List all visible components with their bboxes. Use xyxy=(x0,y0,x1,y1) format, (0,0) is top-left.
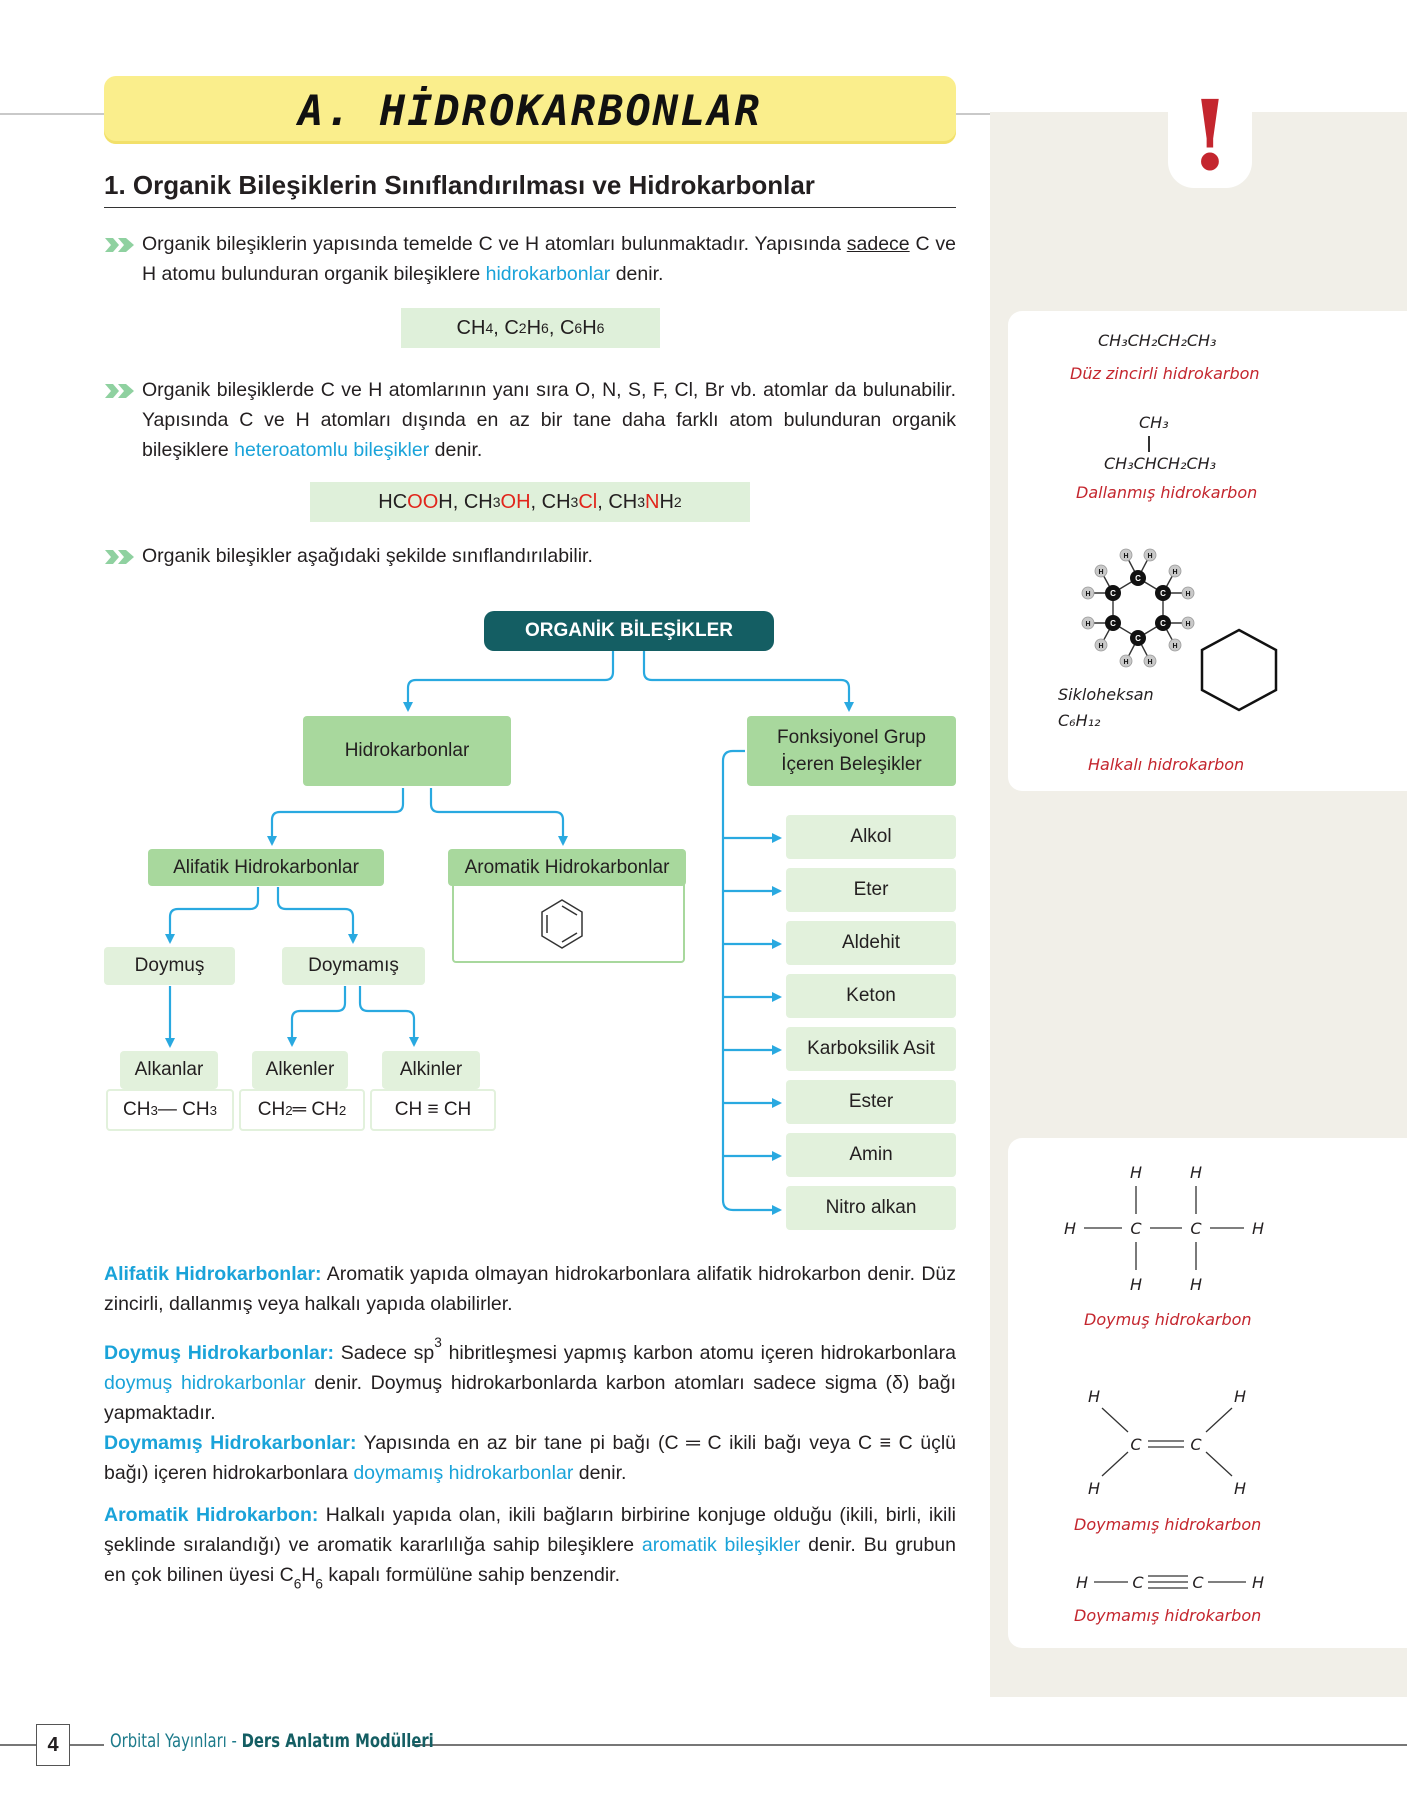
node-ketone: Keton xyxy=(786,974,956,1018)
svg-text:H: H xyxy=(1251,1573,1265,1592)
svg-text:C: C xyxy=(1130,1435,1142,1454)
footer-text xyxy=(110,1730,434,1752)
definition-saturated: Doymuş Hidrokarbonlar: Sadece $sp^3$ hibritleşmesi yapmış karbon atomu içeren hidrokarbonlara doymuş hidrokarbonlar denir. Doymuş hidrokarbonlarda karbon atomları sadece sigma (δ) bağı yapmaktadır. xyxy=(104,1335,956,1424)
node-functional-groups xyxy=(747,716,956,786)
node-nitroalkane: Nitro alkan xyxy=(786,1186,956,1230)
svg-text:C: C xyxy=(1135,634,1141,643)
paragraph-classification: Organik bileşikler aşağıdaki şekilde sınıflandırılabilir. xyxy=(142,545,593,567)
node-unsaturated: Doymamış xyxy=(282,947,425,985)
svg-text:H: H xyxy=(1147,553,1153,560)
definition-unsaturated: Doymamış Hidrokarbonlar: Yapısında en az bir tane pi bağı (C ═ C ikili bağı veya C ≡ C üçlü bağı) içeren hidrokarbonlara doymamış hidrokarbonlar denir. xyxy=(104,1432,956,1484)
svg-text:C: C xyxy=(1160,589,1166,598)
node-saturated: Doymuş xyxy=(104,947,235,985)
cyclohexane-name: Sikloheksan xyxy=(1058,685,1154,704)
svg-text:H: H xyxy=(1251,1219,1265,1238)
svg-text:H: H xyxy=(1172,569,1178,576)
svg-text:H: H xyxy=(1129,1163,1143,1182)
series-name: Ders Anlatım Modülleri xyxy=(241,1730,434,1752)
exclamation-icon: ! xyxy=(1188,79,1232,192)
term-hydrocarbons: hidrokarbonlar xyxy=(485,263,611,285)
node-ether: Eter xyxy=(786,868,956,912)
branched-formula: CH₃CHCH₂CH₃ xyxy=(1104,454,1217,473)
unsaturated-label-alkyne: Doymamış hidrokarbon xyxy=(1074,1606,1262,1625)
node-alkynes: Alkinler xyxy=(382,1051,480,1089)
branched-top: CH₃ xyxy=(1139,413,1169,432)
svg-text:H: H xyxy=(1172,643,1178,650)
term-heteroatom: heteroatomlu bileşikler xyxy=(234,439,430,461)
svg-text:H: H xyxy=(1123,659,1129,666)
svg-text:C: C xyxy=(1110,619,1116,628)
cyclic-label: Halkalı hidrokarbon xyxy=(1088,755,1245,774)
node-aldehyde: Aldehit xyxy=(786,921,956,965)
formula-ethane: CH 3 — CH 3 xyxy=(106,1089,234,1131)
svg-text:C: C xyxy=(1160,619,1166,628)
cyclohexane-skeletal xyxy=(1198,627,1280,713)
svg-text:C: C xyxy=(1132,1573,1144,1592)
node-alkanes: Alkanlar xyxy=(120,1051,218,1089)
svg-text:C: C xyxy=(1190,1435,1202,1454)
svg-text:H: H xyxy=(1087,1479,1101,1496)
definition-aromatic: Aromatik Hidrokarbon: Halkalı yapıda olan, ikili bağların birbirine konjuge olduğu (ikili, birli, ikili şeklinde sıralandığı) ve aromatik kararlılığa sahip bileşiklere aromatik bileşikler denir. Bu grubun en çok bilinen üyesi $C_6H_6$ kapalı formülüne sahip benzendir. xyxy=(104,1504,956,1592)
footer-rule-right xyxy=(412,1744,1407,1746)
side-card-structures xyxy=(1008,311,1407,791)
footer-rule-mid xyxy=(68,1744,104,1746)
ethene-structure xyxy=(1080,1386,1260,1496)
footer-rule-left xyxy=(0,1744,36,1746)
unsaturated-label-alkene: Doymamış hidrokarbon xyxy=(1074,1515,1262,1534)
svg-text:H: H xyxy=(1233,1387,1247,1406)
straight-chain-label: Düz zincirli hidrokarbon xyxy=(1070,364,1260,383)
svg-text:H: H xyxy=(1063,1219,1077,1238)
svg-text:H: H xyxy=(1085,621,1091,628)
node-carboxylic-acid: Karboksilik Asit xyxy=(786,1027,956,1071)
svg-text:C: C xyxy=(1192,1573,1204,1592)
tree-root: ORGANİK BİLEŞİKLER xyxy=(484,611,774,651)
side-card-saturation xyxy=(1008,1138,1407,1648)
svg-text:C: C xyxy=(1135,574,1141,583)
svg-text:H: H xyxy=(1129,1275,1143,1292)
formula-example-2: HC OO H, CH 3 OH , CH 3 Cl , CH 3 N H 2 xyxy=(310,482,750,522)
functional-line-1: Fonksiyonel Grup xyxy=(777,727,926,748)
cyclohexane-formula: C₆H₁₂ xyxy=(1058,711,1101,730)
svg-text:H: H xyxy=(1189,1275,1203,1292)
svg-text:H: H xyxy=(1147,659,1153,666)
page-number: 4 xyxy=(36,1724,70,1766)
definition-aliphatic: Alifatik Hidrokarbonlar: Aromatik yapıda olmayan hidrokarbonlara alifatik hidrokarbon denir. Düz zincirli, dallanmış veya halkalı yapıda olabilirler. xyxy=(104,1263,956,1315)
node-amine: Amin xyxy=(786,1133,956,1177)
formula-example-1: CH 4 , C 2 H 6 , C 6 H 6 xyxy=(401,308,660,348)
svg-text:H: H xyxy=(1185,621,1191,628)
benzene-icon xyxy=(538,897,586,951)
svg-text:H: H xyxy=(1233,1479,1247,1496)
chapter-title: A. HİDROKARBONLAR xyxy=(298,85,762,135)
svg-text:H: H xyxy=(1123,553,1129,560)
svg-text:H: H xyxy=(1189,1163,1203,1182)
formula-ethene: CH 2 ═ CH 2 xyxy=(239,1089,365,1131)
ethane-structure xyxy=(1058,1162,1268,1292)
svg-text:H: H xyxy=(1185,591,1191,598)
node-ester: Ester xyxy=(786,1080,956,1124)
node-aromatic: Aromatik Hidrokarbonlar xyxy=(448,849,686,886)
svg-text:C: C xyxy=(1190,1219,1202,1238)
svg-text:H: H xyxy=(1075,1573,1089,1592)
cyclohexane-model xyxy=(1062,533,1212,683)
ethyne-structure xyxy=(1072,1566,1272,1596)
node-alkenes: Alkenler xyxy=(252,1051,348,1089)
svg-text:C: C xyxy=(1110,589,1116,598)
paragraph-hydrocarbons: Organik bileşiklerin yapısında temelde C ve H atomları bulunmaktadır. Yapısında sadece C ve H atomu bulunduran organik bileşiklere hidrokarbonlar denir. xyxy=(142,233,956,285)
saturated-label: Doymuş hidrokarbon xyxy=(1084,1310,1252,1329)
publisher-name: Orbital Yayınları - xyxy=(110,1730,242,1752)
straight-chain-formula: CH₃CH₂CH₂CH₃ xyxy=(1098,331,1217,350)
branch-bond xyxy=(1148,436,1150,452)
functional-line-2: İçeren Beleşikler xyxy=(781,754,922,775)
svg-text:H: H xyxy=(1098,643,1104,650)
section-title: 1. Organik Bileşiklerin Sınıflandırılması ve Hidrokarbonlar xyxy=(104,170,956,208)
svg-text:H: H xyxy=(1085,591,1091,598)
svg-text:H: H xyxy=(1087,1387,1101,1406)
node-alcohol: Alkol xyxy=(786,815,956,859)
branched-label: Dallanmış hidrokarbon xyxy=(1076,483,1258,502)
paragraph-heteroatom: Organik bileşiklerde C ve H atomlarının yanı sıra O, N, S, F, Cl, Br vb. atomlar da bulunabilir. Yapısında C ve H atomları dışında en az bir tane daha farklı atom bulunduran organik bileşiklere heteroatomlu bileşikler denir. xyxy=(142,379,956,461)
svg-text:H: H xyxy=(1098,569,1104,576)
svg-text:C: C xyxy=(1130,1219,1142,1238)
node-hydrocarbons: Hidrokarbonlar xyxy=(303,716,511,786)
node-aliphatic: Alifatik Hidrokarbonlar xyxy=(148,849,384,886)
formula-ethyne: CH ≡ CH xyxy=(370,1089,496,1131)
